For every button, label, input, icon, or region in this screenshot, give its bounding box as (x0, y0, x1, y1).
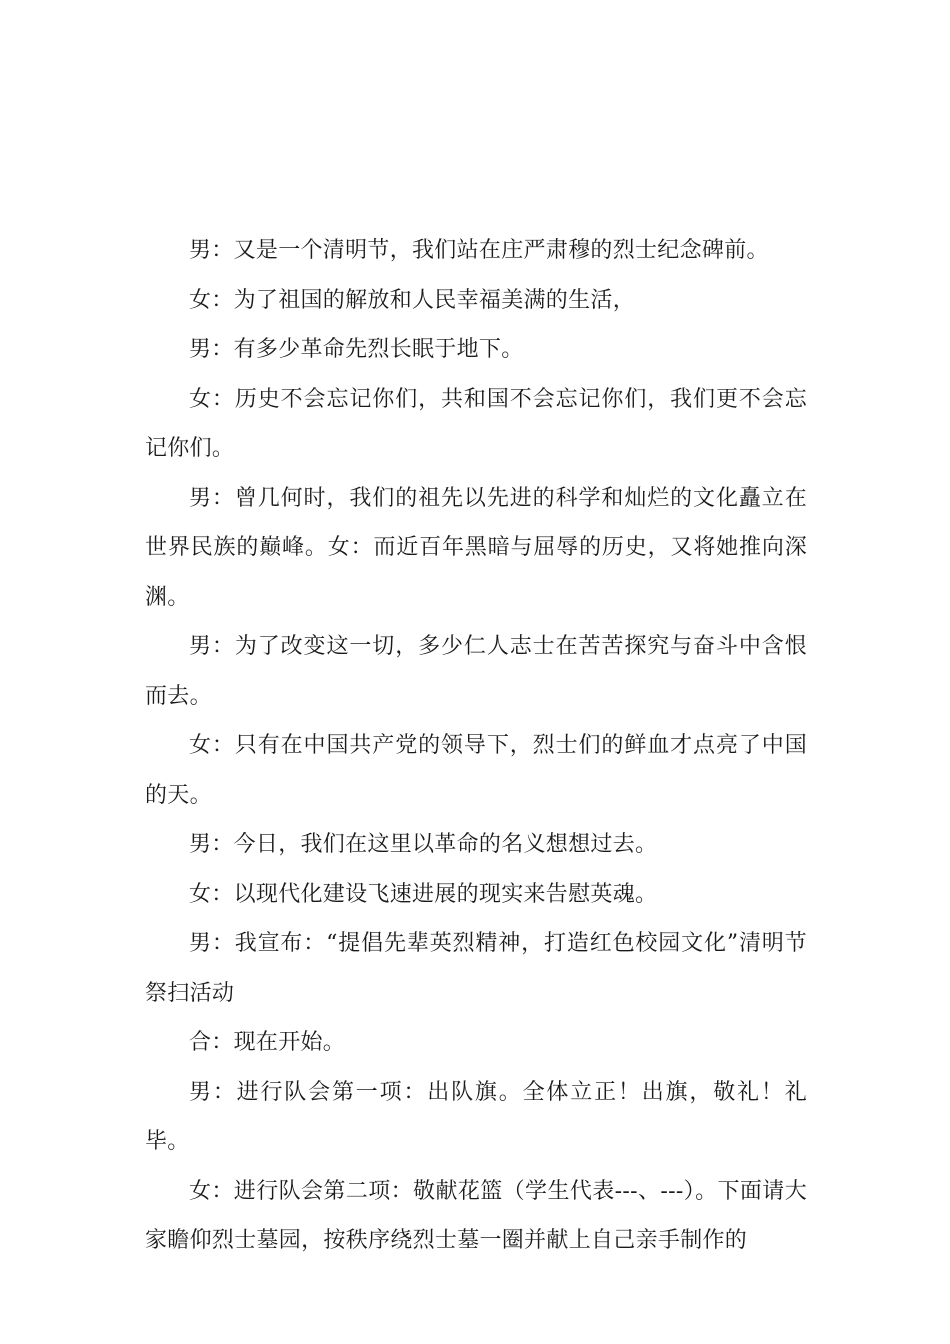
paragraph: 男：又是一个清明节，我们站在庄严肃穆的烈士纪念碑前。 (189, 238, 769, 263)
paragraph: 男：我宣布：“提倡先辈英烈精神，打造红色校园文化”清明节祭扫活动 (145, 931, 807, 1006)
paragraph: 女：为了祖国的解放和人民幸福美满的生活， (189, 287, 636, 313)
paragraph: 女：以现代化建设飞速进展的现实来告慰英魂。 (189, 881, 658, 907)
paragraph: 合：现在开始。 (189, 1030, 346, 1055)
paragraph: 女：进行队会第二项：敬献花篮（学生代表---、---）。下面请大家瞻仰烈士墓园，按秩序绕烈士墓一圈并献上自己亲手制作的 (145, 1178, 807, 1253)
paragraph: 男：今日，我们在这里以革命的名义想想过去。 (189, 832, 658, 857)
paragraph: 男：曾几何时，我们的祖先以先进的科学和灿烂的文化矗立在世界民族的巅峰。女：而近百年黑暗与屈辱的历史，又将她推向深渊。 (145, 485, 807, 610)
paragraph: 女：历史不会忘记你们，共和国不会忘记你们，我们更不会忘记你们。 (145, 386, 807, 461)
paragraph: 男：为了改变这一切，多少仁人志士在苦苦探究与奋斗中含恨而去。 (145, 634, 807, 709)
paragraph: 女：只有在中国共产党的领导下，烈士们的鲜血才点亮了中国的天。 (145, 733, 807, 808)
document-body (145, 226, 807, 1266)
paragraph: 男：进行队会第一项：出队旗。全体立正！出旗，敬礼！礼毕。 (145, 1079, 807, 1154)
paragraph: 男：有多少革命先烈长眠于地下。 (189, 337, 524, 362)
